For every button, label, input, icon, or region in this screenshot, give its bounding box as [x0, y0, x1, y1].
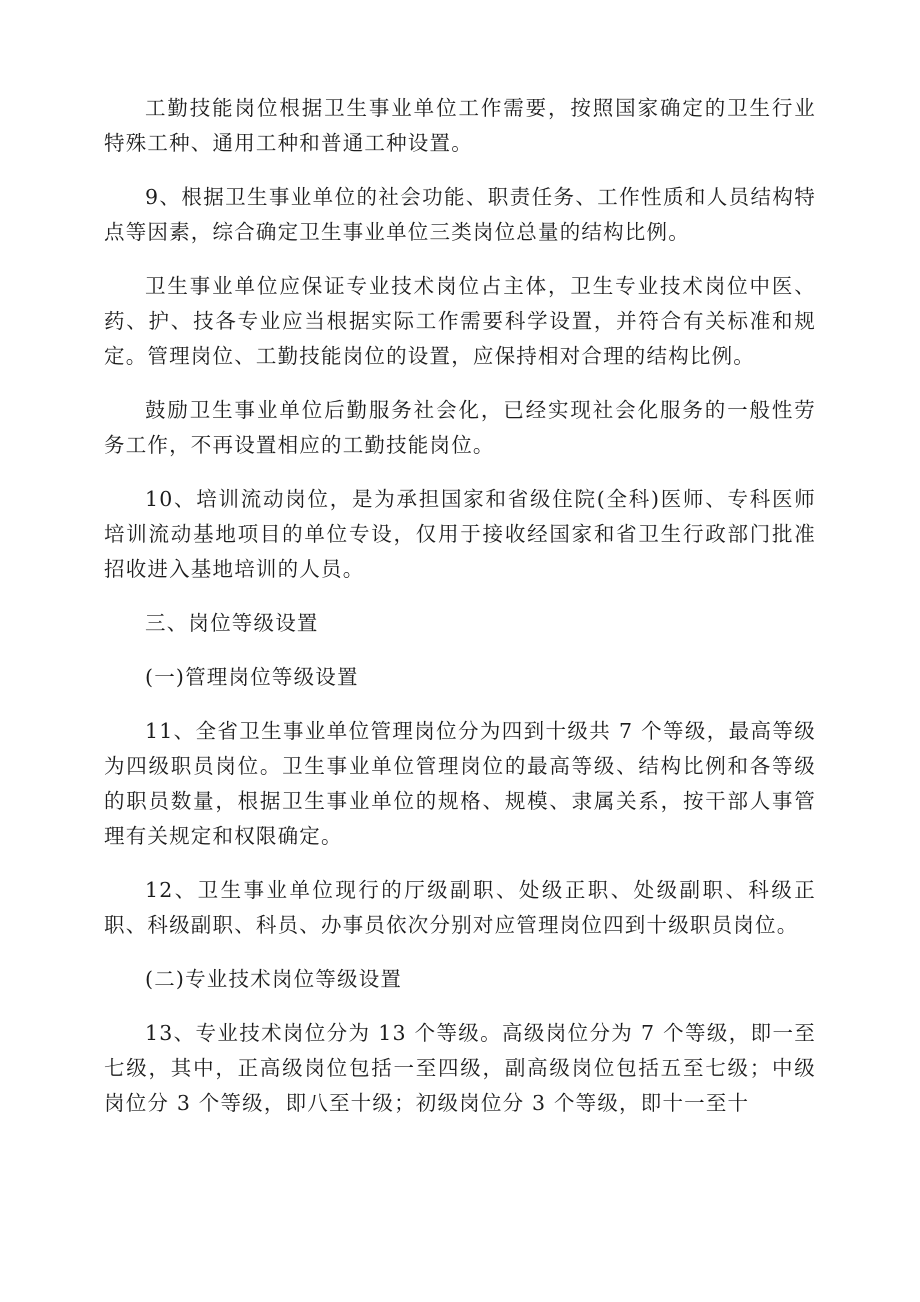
- paragraph-item-13: 13、专业技术岗位分为 13 个等级。高级岗位分为 7 个等级，即一至七级，其中，正高级岗位包括一至四级，副高级岗位包括五至七级；中级岗位分 3 个等级，即八至十级；初级岗位分 3 个等级，即十一至十: [104, 1021, 816, 1115]
- paragraph-work-skill-posts: 工勤技能岗位根据卫生事业单位工作需要，按照国家确定的卫生行业特殊工种、通用工种和普通工种设置。: [104, 96, 816, 155]
- paragraph-gap: [104, 641, 816, 660]
- paragraph-item-12: 12、卫生事业单位现行的厅级副职、处级正职、处级副职、科级正职、科级副职、科员、办事员依次分别对应管理岗位四到十级职员岗位。: [104, 878, 816, 937]
- paragraph-gap: [104, 587, 816, 606]
- paragraph-gap: [104, 250, 816, 269]
- paragraph-item-9: 9、根据卫生事业单位的社会功能、职责任务、工作性质和人员结构特点等因素，综合确定卫生事业单位三类岗位总量的结构比例。: [104, 185, 816, 244]
- paragraph-gap: [104, 374, 816, 393]
- paragraph-professional-main: 卫生事业单位应保证专业技术岗位占主体，卫生专业技术岗位中医、药、护、技各专业应当根据实际工作需要科学设置，并符合有关标准和规定。管理岗位、工勤技能岗位的设置，应保持相对合理的结构比例。: [104, 274, 816, 368]
- paragraph-gap: [104, 943, 816, 962]
- section-heading-3: 三、岗位等级设置: [145, 611, 319, 635]
- paragraph-gap: [104, 854, 816, 873]
- subsection-heading-2: (二)专业技术岗位等级设置: [145, 967, 403, 991]
- paragraph-item-11: 11、全省卫生事业单位管理岗位分为四到十级共 7 个等级，最高等级为四级职员岗位。卫生事业单位管理岗位的最高等级、结构比例和各等级的职员数量，根据卫生事业单位的规格、规模、隶属关系，按干部人事管理有关规定和权限确定。: [104, 719, 816, 848]
- subsection-heading-1: (一)管理岗位等级设置: [145, 665, 359, 689]
- paragraph-logistics-socialization: 鼓励卫生事业单位后勤服务社会化，已经实现社会化服务的一般性劳务工作，不再设置相应的工勤技能岗位。: [104, 398, 816, 457]
- paragraph-gap: [104, 997, 816, 1016]
- paragraph-gap: [104, 161, 816, 180]
- paragraph-gap: [104, 695, 816, 714]
- paragraph-gap: [104, 463, 816, 482]
- paragraph-item-10: 10、培训流动岗位，是为承担国家和省级住院(全科)医师、专科医师培训流动基地项目的单位专设，仅用于接收经国家和省卫生行政部门批准招收进入基地培训的人员。: [104, 487, 816, 581]
